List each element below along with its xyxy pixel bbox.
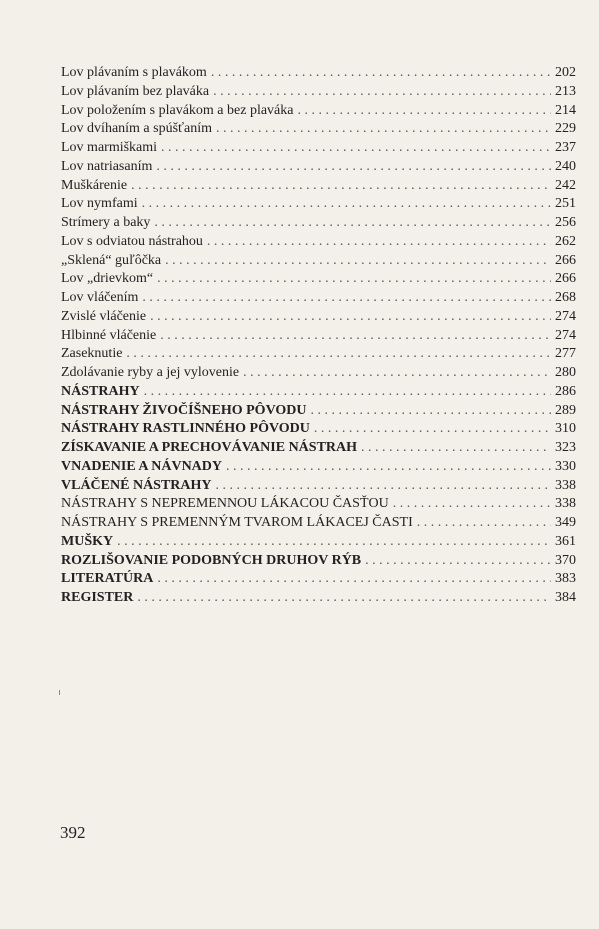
toc-entry-title: Hlbinné vláčenie — [61, 327, 157, 343]
toc-entry — [61, 477, 576, 496]
toc-entry-page: 266 — [555, 252, 576, 268]
toc-entry-page: 256 — [555, 215, 576, 230]
toc-entry-title: Lov plávaním bez plaváka — [61, 83, 210, 99]
toc-entry-page: 266 — [555, 271, 576, 287]
toc-entry-title: MUŠKY — [61, 533, 114, 549]
toc-entry — [61, 158, 576, 177]
toc-entry-page: 323 — [555, 440, 576, 455]
toc-entry-page: 330 — [555, 458, 576, 474]
toc-entry-page: 202 — [555, 65, 576, 80]
toc-dot-leader — [207, 233, 551, 252]
toc-entry-title: Lov „drievkom“ — [61, 271, 154, 287]
toc-entry-page: 338 — [555, 496, 576, 512]
toc-dot-leader — [165, 252, 551, 271]
toc-entry-page: 237 — [555, 140, 576, 155]
toc-entry — [61, 177, 576, 196]
toc-entry — [61, 195, 576, 214]
toc-entry-title: Zaseknutie — [61, 346, 123, 362]
toc-entry — [61, 495, 576, 514]
toc-entry-title: „Sklená“ guľôčka — [61, 252, 162, 268]
toc-entry — [61, 439, 576, 458]
toc-entry — [61, 233, 576, 252]
toc-entry-page: 338 — [555, 477, 576, 493]
toc-entry-page: 361 — [555, 533, 576, 549]
toc-dot-leader — [157, 270, 551, 289]
toc-entry — [61, 308, 576, 327]
toc-entry-page: 214 — [555, 102, 576, 118]
toc-entry — [61, 214, 576, 233]
toc-entry-page: 286 — [555, 383, 576, 399]
toc-entry-title: NÁSTRAHY S NEPREMENNOU LÁKACOU ČASŤOU — [61, 496, 389, 512]
toc-entry — [61, 139, 576, 158]
toc-entry — [61, 514, 576, 533]
toc-entry — [61, 252, 576, 271]
toc-entry — [61, 383, 576, 402]
toc-entry-title: Zvislé vláčenie — [61, 308, 147, 324]
toc-dot-leader — [117, 533, 551, 552]
toc-dot-leader — [126, 345, 551, 364]
toc-entry-title: Lov nymfami — [61, 196, 138, 212]
toc-entry-page: 274 — [555, 327, 576, 343]
toc-dot-leader — [243, 364, 551, 383]
toc-entry — [61, 458, 576, 477]
toc-dot-leader — [157, 570, 551, 589]
toc-entry-title: Zdolávanie ryby a jej vylovenie — [61, 365, 240, 380]
toc-entry-page: 213 — [555, 83, 576, 99]
table-of-contents — [61, 64, 576, 608]
toc-dot-leader — [131, 177, 551, 196]
toc-entry-title: Lov natriasaním — [61, 158, 153, 174]
toc-entry — [61, 402, 576, 421]
toc-entry-page: 310 — [555, 421, 576, 437]
toc-dot-leader — [137, 589, 551, 608]
toc-entry-title: NÁSTRAHY ŽIVOČÍŠNEHO PÔVODU — [61, 402, 307, 418]
toc-entry-page: 349 — [555, 515, 576, 530]
toc-entry — [61, 552, 576, 571]
toc-entry-title: Lov marmiškami — [61, 140, 158, 155]
toc-dot-leader — [361, 439, 551, 458]
toc-dot-leader — [393, 495, 551, 514]
toc-entry-page: 262 — [555, 233, 576, 249]
toc-dot-leader — [365, 552, 551, 571]
toc-entry — [61, 589, 576, 608]
toc-entry-page: 383 — [555, 571, 576, 587]
toc-dot-leader — [417, 514, 551, 533]
toc-entry — [61, 327, 576, 346]
toc-dot-leader — [142, 289, 551, 308]
toc-entry-page: 251 — [555, 196, 576, 212]
toc-dot-leader — [156, 158, 551, 177]
toc-dot-leader — [216, 120, 551, 139]
toc-entry — [61, 420, 576, 439]
toc-entry-title: Lov položením s plavákom a bez plaváka — [61, 102, 294, 118]
toc-entry-title: NÁSTRAHY S PREMENNÝM TVAROM LÁKACEJ ČASTI — [61, 515, 413, 530]
toc-entry-title: Lov s odviatou nástrahou — [61, 233, 203, 249]
toc-entry-title: ROZLIŠOVANIE PODOBNÝCH DRUHOV RÝB — [61, 552, 362, 568]
toc-entry-page: 384 — [555, 590, 576, 605]
toc-entry — [61, 364, 576, 383]
toc-entry — [61, 270, 576, 289]
toc-dot-leader — [213, 83, 551, 102]
toc-dot-leader — [226, 458, 551, 477]
page-number: 392 — [60, 823, 86, 842]
toc-entry-title: Strímery a baky — [61, 215, 151, 230]
toc-entry-title: NÁSTRAHY RASTLINNÉHO PÔVODU — [61, 421, 310, 437]
toc-dot-leader — [150, 308, 551, 327]
toc-entry — [61, 533, 576, 552]
toc-entry — [61, 345, 576, 364]
toc-entry-page: 289 — [555, 402, 576, 418]
paper-speck — [59, 690, 60, 695]
toc-entry-page: 274 — [555, 308, 576, 324]
toc-entry-title: Lov plávaním s plavákom — [61, 65, 207, 80]
toc-dot-leader — [160, 327, 551, 346]
toc-entry — [61, 120, 576, 139]
toc-entry-page: 268 — [555, 290, 576, 305]
toc-entry-title: VNADENIE A NÁVNADY — [61, 458, 223, 474]
toc-dot-leader — [154, 214, 551, 233]
toc-entry — [61, 102, 576, 121]
toc-entry-page: 370 — [555, 552, 576, 568]
toc-entry-title: ZÍSKAVANIE A PRECHOVÁVANIE NÁSTRAH — [61, 440, 358, 455]
toc-entry-title: REGISTER — [61, 590, 134, 605]
toc-entry — [61, 289, 576, 308]
toc-entry-page: 229 — [555, 121, 576, 137]
toc-dot-leader — [314, 420, 551, 439]
toc-entry-title: VLÁČENÉ NÁSTRAHY — [61, 477, 212, 493]
toc-dot-leader — [144, 383, 551, 402]
toc-entry-title: LITERATÚRA — [61, 571, 154, 587]
toc-entry-page: 242 — [555, 177, 576, 193]
toc-dot-leader — [161, 139, 551, 158]
toc-entry-title: Lov vláčením — [61, 290, 139, 305]
toc-entry-page: 240 — [555, 158, 576, 174]
toc-dot-leader — [311, 402, 551, 421]
toc-entry — [61, 570, 576, 589]
toc-entry-page: 280 — [555, 365, 576, 380]
toc-dot-leader — [142, 195, 551, 214]
toc-dot-leader — [211, 64, 551, 83]
toc-entry — [61, 83, 576, 102]
toc-dot-leader — [297, 102, 551, 121]
toc-entry-title: Muškárenie — [61, 177, 128, 193]
toc-entry — [61, 64, 576, 83]
toc-dot-leader — [216, 477, 551, 496]
toc-entry-title: NÁSTRAHY — [61, 383, 140, 399]
toc-entry-page: 277 — [555, 346, 576, 362]
toc-entry-title: Lov dvíhaním a spúšťaním — [61, 121, 213, 137]
